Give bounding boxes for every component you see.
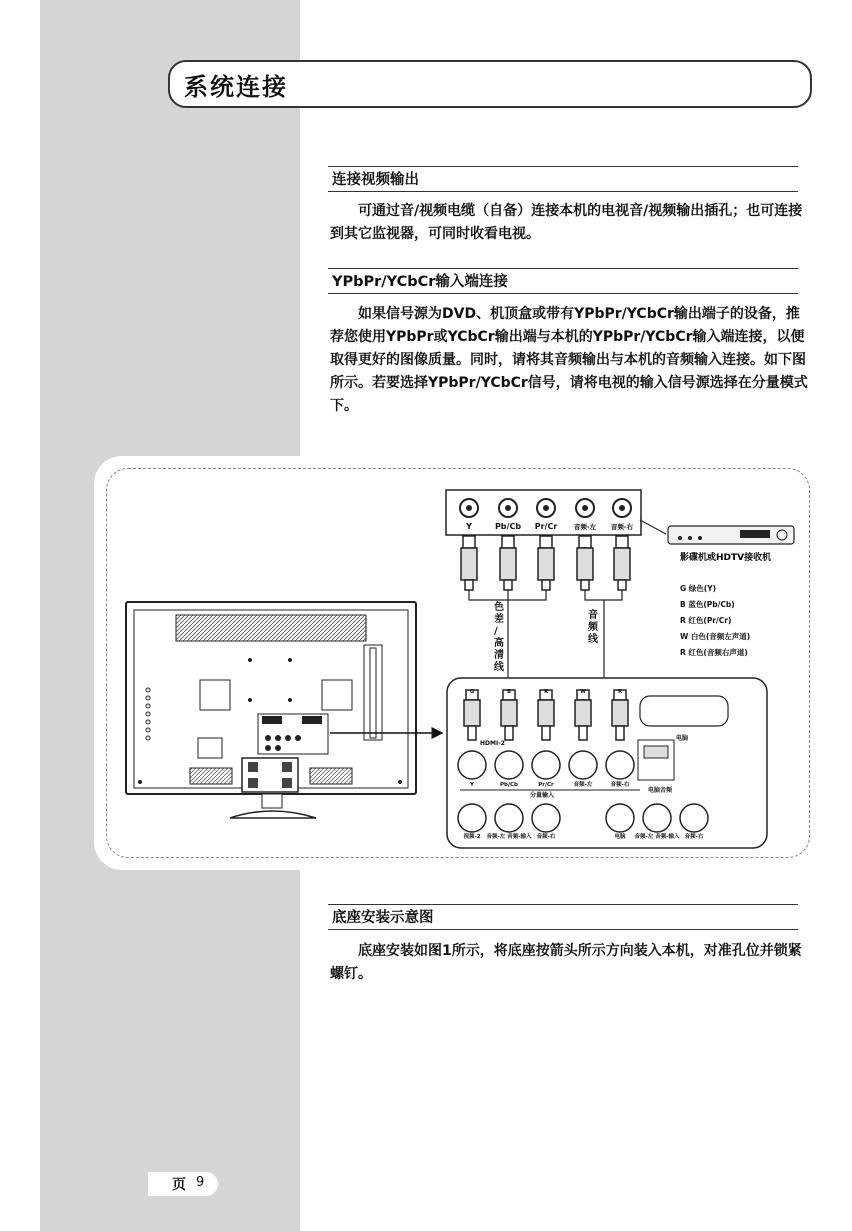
component-jack-label: Y [470, 782, 474, 788]
pc-audio-label: 电脑音频 [648, 787, 673, 794]
section-body-stand: 底座安装如图1所示，将底座按箭头所示方向装入本机，对准孔位并锁紧螺钉。 [330, 943, 802, 982]
bottom-jack-label: 音频-左 音频-输入 [634, 834, 680, 840]
legend-item: G 绿色(Y) [680, 584, 717, 593]
bottom-jack-label: 音频-右 [684, 834, 704, 840]
legend-item: W 白色(音频左声道) [680, 632, 751, 641]
source-jack-label: Pb/Cb [494, 522, 522, 531]
tv-back-illustration [126, 602, 416, 818]
source-jack-label: 音频-左 [573, 523, 597, 531]
hdmi-label: HDMI-2 [480, 740, 505, 747]
source-jack-label: 音频-右 [610, 523, 634, 531]
plug-letter: G [469, 689, 475, 695]
device-label: 影碟机或HDTV接收机 [680, 553, 772, 563]
legend-item: B 蓝色(Pb/Cb) [680, 600, 735, 609]
component-group-label: 分量输入 [530, 792, 555, 799]
bottom-jack-label: 音频-右 [536, 834, 556, 840]
plug-letter: R [618, 689, 622, 695]
source-jack-label: Y [466, 522, 472, 531]
vga-label: 电脑 [676, 735, 689, 742]
component-jack-label: 音频-右 [610, 782, 630, 788]
section-body-video-output: 可通过音/视频电缆（自备）连接本机的电视音/视频输出插孔；也可连接到其它监视器，可同时收看电视。 [330, 203, 803, 242]
page-number: 9 [196, 1175, 205, 1190]
cable-plugs-top [461, 536, 630, 590]
page-title: 系统连接 [184, 72, 288, 101]
component-jack-label: Pb/Cb [500, 782, 518, 788]
cable-video-label: 色差/高清线 [494, 602, 504, 673]
bottom-jack-label: 音频-左 音频-输入 [486, 834, 532, 840]
cable-lines [469, 590, 622, 690]
source-jack-label: Pr/Cr [534, 522, 558, 531]
bottom-jack-label: 电脑 [614, 834, 626, 840]
cable-audio-label: 音频线 [588, 610, 598, 645]
tv-input-panel [447, 678, 767, 848]
section-heading-ypbpr: YPbPr/YCbCr输入端连接 [328, 268, 798, 294]
plug-letter: R [544, 689, 548, 695]
page-label: 页 [172, 1177, 186, 1193]
dvd-player-icon [668, 526, 794, 544]
section-heading-video-output: 连接视频输出 [328, 166, 798, 192]
legend-item: R 红色(Pr/Cr) [680, 616, 732, 625]
plug-letter: B [507, 689, 511, 695]
legend-item: R 红色(音频右声道) [680, 648, 748, 657]
component-jack-label: 音频-左 [573, 782, 593, 788]
section-body-ypbpr: 如果信号源为DVD、机顶盒或带有YPbPr/YCbCr输出端子的设备，推荐您使用YPbPr或YCbCr输出端与本机的YPbPr/YCbCr输入端连接，以便取得更好的图像质量。同时，请将其音频输出与本机的音频输入连接。如下图所示。若要选择YPbPr/YCbCr信号，请将电视的输入信号源选择在分量模式下。 [330, 306, 808, 414]
plug-letter: W [580, 689, 586, 695]
bottom-jack-label: 视频-2 [463, 834, 481, 840]
section-heading-stand: 底座安装示意图 [328, 904, 798, 930]
component-jack-label: Pr/Cr [538, 782, 554, 788]
